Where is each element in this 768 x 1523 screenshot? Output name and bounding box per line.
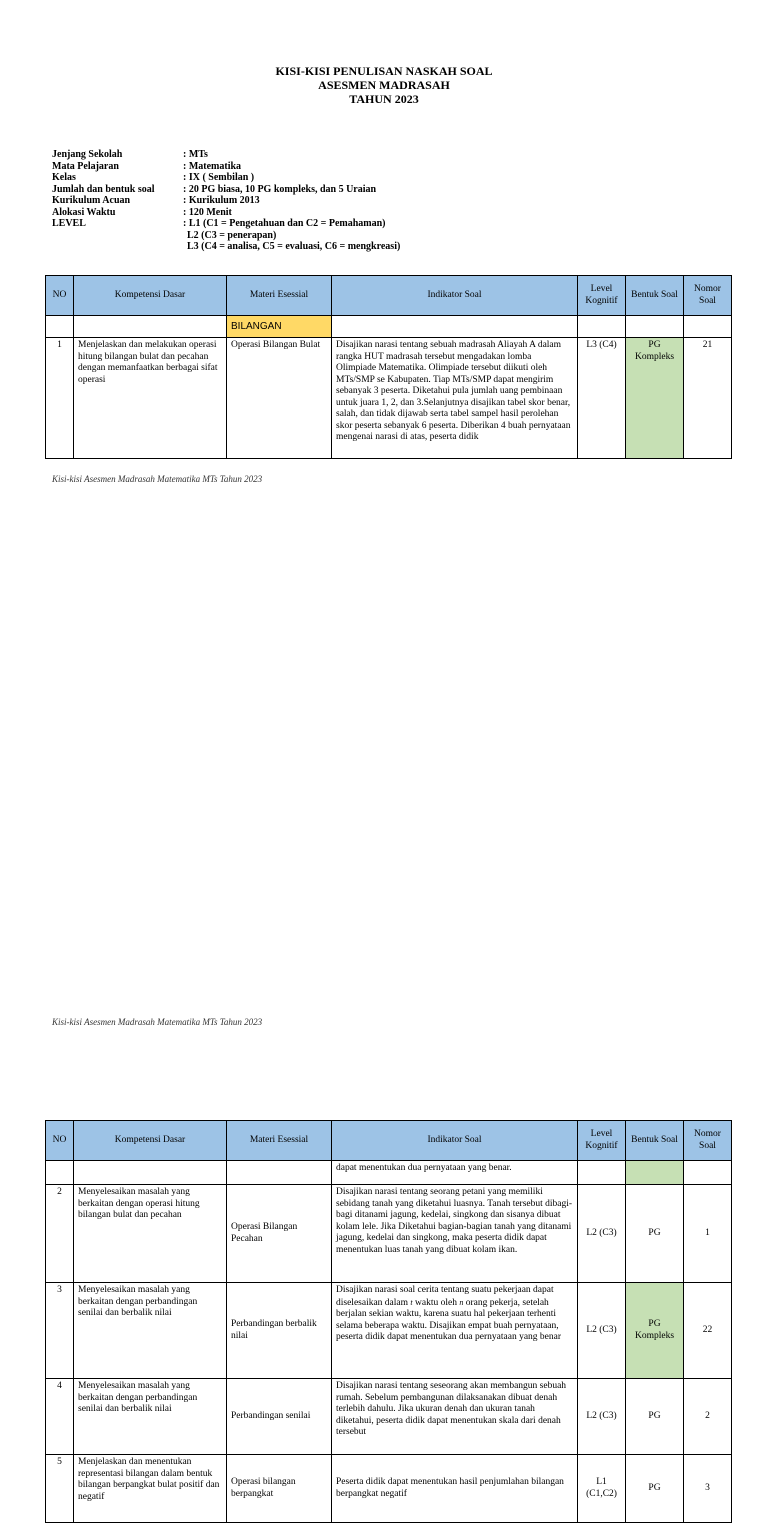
meta-row <box>52 172 400 184</box>
meta-value: : MTs <box>183 149 208 160</box>
table-header-row <box>46 1121 732 1161</box>
indikator-part: waktu oleh <box>415 1297 457 1308</box>
col-header-no: NO <box>46 276 74 316</box>
meta-key: Alokasi Waktu <box>52 206 116 218</box>
row-kd: Menjelaskan dan melakukan operasi hitung bilangan bulat dan pecahan dengan memanfaatkan berbagai sifat operasi <box>74 338 227 459</box>
row-nomor: 3 <box>684 1455 732 1523</box>
col-header-level: Level Kognitif <box>578 1121 626 1161</box>
col-header-nomor: Nomor Soal <box>684 276 732 316</box>
col-header-nomor: Nomor Soal <box>684 1121 732 1161</box>
meta-row <box>52 184 400 196</box>
meta-value: : IX ( Sembilan ) <box>183 172 255 183</box>
meta-value: : 120 Menit <box>183 206 232 218</box>
row-nomor: 22 <box>684 1283 732 1379</box>
row-indikator <box>332 1283 578 1379</box>
meta-value: : Matematika <box>183 160 242 172</box>
variable-n: n <box>459 1297 464 1307</box>
table-row <box>46 338 732 459</box>
table-cell <box>684 316 732 338</box>
table-cell <box>46 316 74 338</box>
title-line-2: ASESMEN MADRASAH <box>318 78 450 92</box>
row-kd: Menyelesaikan masalah yang berkaitan dengan perbandingan senilai dan berbalik nilai <box>74 1379 227 1455</box>
row-level: L2 (C3) <box>578 1283 626 1379</box>
title-line-1: KISI-KISI PENULISAN NASKAH SOAL <box>275 64 493 78</box>
row-bentuk: PG Kompleks <box>626 1283 684 1379</box>
col-header-bentuk: Bentuk Soal <box>626 1121 684 1161</box>
meta-key: Jumlah dan bentuk soal <box>52 183 155 195</box>
document-page-1 <box>0 0 768 512</box>
section-row <box>46 316 732 338</box>
row-indikator: Disajikan narasi tentang sebuah madrasah Aliayah A dalam rangka HUT madrasah tersebut mengadakan lomba Olimpiade Matematika. Olimpiade tersebut diikuti oleh MTs/SMP se Kabupaten. Tiap MTs/SMP dapat mengirim sebanyak 3 peserta. Diketahui pula jumlah uang pembinaan untuk juara 1, 2, dan 3.Selanjutnya disajikan tabel skor benar, salah, dan tidak dijawab serta tabel sampel hasil perolehan skor peserta sebanyak 6 peserta. Diberikan 4 buah pernyataan mengenai narasi di atas, peserta didik <box>332 338 578 459</box>
continuation-row <box>46 1161 732 1185</box>
row-nomor: 2 <box>684 1379 732 1455</box>
row-no: 1 <box>46 338 74 459</box>
meta-key: Mata Pelajaran <box>52 160 119 172</box>
row-bentuk: PG Kompleks <box>626 338 684 459</box>
meta-level-l2: L2 (C3 = penerapan) <box>187 229 277 241</box>
table-cell <box>626 316 684 338</box>
meta-row <box>52 149 400 161</box>
indikator-part: Disajikan narasi soal cerita tentang suatu pekerjaan dapat diselesaikan dalam <box>336 1285 554 1308</box>
meta-key: Kurikulum Acuan <box>52 195 131 206</box>
col-header-kd: Kompetensi Dasar <box>74 1121 227 1161</box>
meta-value: : L1 (C1 = Pengetahuan dan C2 = Pemahaman) <box>183 218 386 229</box>
row-no: 5 <box>46 1455 74 1523</box>
table-cell <box>578 316 626 338</box>
meta-row <box>52 195 400 207</box>
meta-key: Kelas <box>52 172 76 183</box>
row-nomor: 21 <box>684 338 732 459</box>
table-cell <box>46 1161 74 1185</box>
row-bentuk: PG <box>626 1455 684 1523</box>
row-kd: Menyelesaikan masalah yang berkaitan dengan perbandingan senilai dan berbalik nilai <box>74 1283 227 1379</box>
row-materi: Perbandingan berbalik nilai <box>227 1283 332 1379</box>
title-line-3: TAHUN 2023 <box>349 92 419 106</box>
row-no: 3 <box>46 1283 74 1379</box>
table-row <box>46 1185 732 1283</box>
indikator-part: orang pekerja, setelah berjalan sekian waktu, karena suatu hal pekerjaan terhenti selama beberapa waktu. Disajikan empat buah pernyataan, peserta didik dapat menentukan dua pernyataan yang benar <box>336 1297 562 1342</box>
col-header-indikator: Indikator Soal <box>332 1121 578 1161</box>
table-row <box>46 1283 732 1379</box>
col-header-materi: Materi Esessial <box>227 1121 332 1161</box>
table-cell <box>74 316 227 338</box>
meta-key: Jenjang Sekolah <box>52 149 123 160</box>
row-bentuk: PG <box>626 1379 684 1455</box>
table-cell <box>626 1161 684 1185</box>
row-level: L1 (C1,C2) <box>578 1455 626 1523</box>
row-indikator-continued: dapat menentukan dua pernyataan yang benar. <box>332 1161 578 1185</box>
row-no: 4 <box>46 1379 74 1455</box>
row-bentuk: PG <box>626 1185 684 1283</box>
meta-value: : Kurikulum 2013 <box>183 195 260 206</box>
kisi-kisi-table <box>45 1120 732 1523</box>
table-cell <box>684 1161 732 1185</box>
row-indikator: Disajikan narasi tentang seseorang akan membangun sebuah rumah. Sebelum pembangunan dilaksanakan dibuat denah terlebih dahulu. Jika ukuran denah dan ukuran tanah diketahui, peserta didik dapat menentukan skala dari denah tersebut <box>332 1379 578 1455</box>
row-materi: Perbandingan senilai <box>227 1379 332 1455</box>
row-level: L3 (C4) <box>578 338 626 459</box>
row-materi: Operasi Bilangan Pecahan <box>227 1185 332 1283</box>
col-header-no: NO <box>46 1121 74 1161</box>
meta-row <box>52 218 400 230</box>
col-header-bentuk: Bentuk Soal <box>626 276 684 316</box>
row-kd: Menjelaskan dan menentukan representasi bilangan dalam bentuk bilangan berpangkat bulat positif dan negatif <box>74 1455 227 1523</box>
document-title <box>0 64 768 106</box>
meta-row <box>52 207 400 219</box>
col-header-level: Level Kognitif <box>578 276 626 316</box>
row-kd: Menyelesaikan masalah yang berkaitan dengan operasi hitung bilangan bulat dan pecahan <box>74 1185 227 1283</box>
row-level: L2 (C3) <box>578 1185 626 1283</box>
table-cell <box>227 1161 332 1185</box>
section-label: BILANGAN <box>227 316 332 338</box>
col-header-materi: Materi Esessial <box>227 276 332 316</box>
row-nomor: 1 <box>684 1185 732 1283</box>
kisi-kisi-table <box>45 275 732 459</box>
col-header-kd: Kompetensi Dasar <box>74 276 227 316</box>
page-footer: Kisi-kisi Asesmen Madrasah Matematika MTs Tahun 2023 <box>52 1017 263 1027</box>
document-meta <box>52 149 400 253</box>
table-cell <box>332 316 578 338</box>
row-materi: Operasi bilangan berpangkat <box>227 1455 332 1523</box>
row-level: L2 (C3) <box>578 1379 626 1455</box>
meta-key: LEVEL <box>52 218 86 229</box>
row-indikator: Peserta didik dapat menentukan hasil penjumlahan bilangan berpangkat negatif <box>332 1455 578 1523</box>
page-footer: Kisi-kisi Asesmen Madrasah Matematika MTs Tahun 2023 <box>52 474 263 484</box>
table-row <box>46 1379 732 1455</box>
meta-value: : 20 PG biasa, 10 PG kompleks, dan 5 Uraian <box>183 183 377 195</box>
table-cell <box>578 1161 626 1185</box>
table-header-row <box>46 276 732 316</box>
meta-level-l3: L3 (C4 = analisa, C5 = evaluasi, C6 = mengkreasi) <box>187 241 401 252</box>
meta-row <box>52 161 400 173</box>
variable-t: t <box>410 1297 413 1307</box>
col-header-indikator: Indikator Soal <box>332 276 578 316</box>
table-cell <box>74 1161 227 1185</box>
row-no: 2 <box>46 1185 74 1283</box>
row-materi: Operasi Bilangan Bulat <box>227 338 332 459</box>
document-page-2 <box>0 512 768 1502</box>
row-indikator: Disajikan narasi tentang seorang petani yang memiliki sebidang tanah yang diketahui luasnya. Tanah tersebut dibagi-bagi ditanami jagung, kedelai, singkong dan sisanya dibuat kolam lele. Jika Diketahui bagian-bagian tanah yang ditanami jagung, kedelai dan singkong, maka peserta didik dapat menentukan luas tanah yang dibuat kolam ikan. <box>332 1185 578 1283</box>
table-row <box>46 1455 732 1523</box>
